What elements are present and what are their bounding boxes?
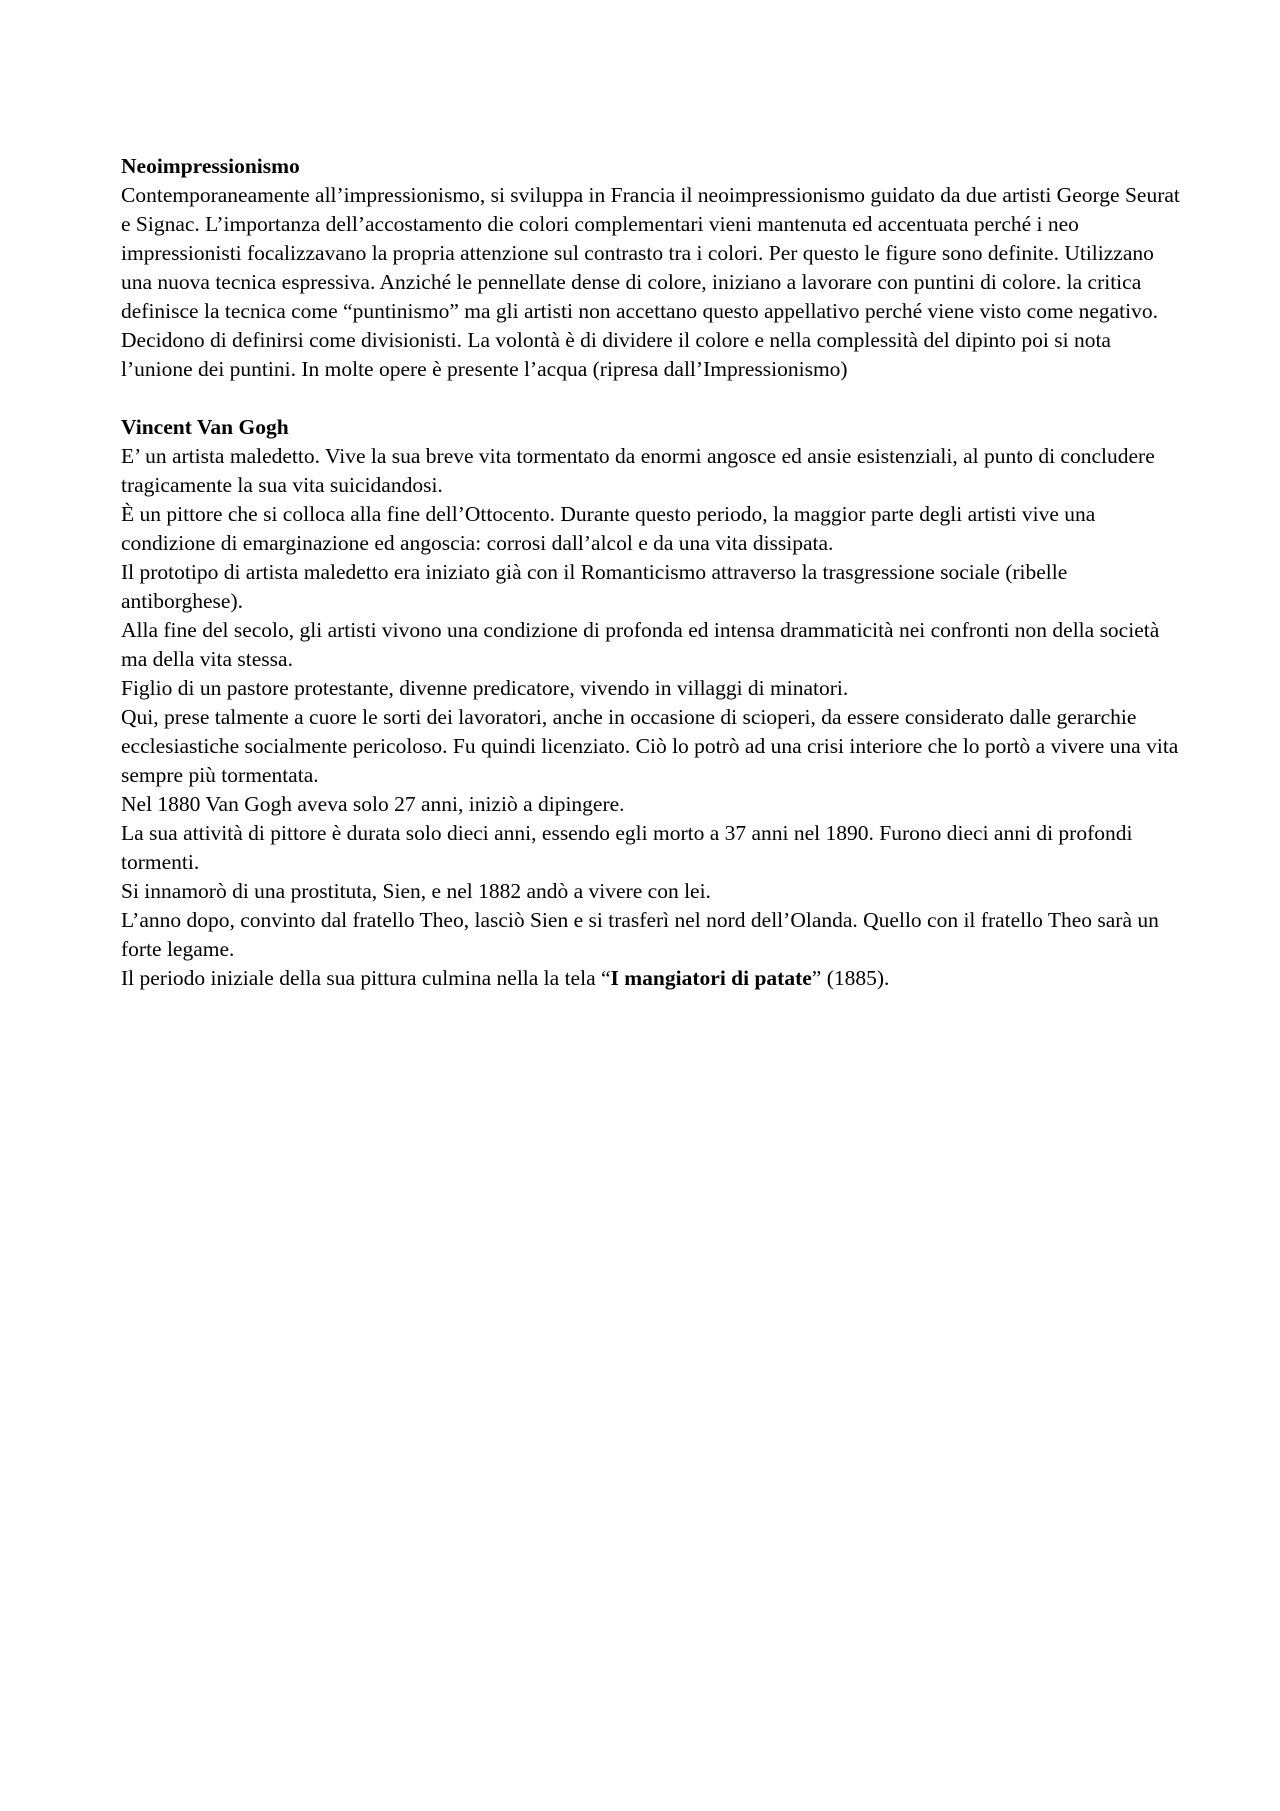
paragraph: E’ un artista maledetto. Vive la sua breve vita tormentato da enormi angosce ed ansie esistenziali, al punto di concludere tragicamente la sua vita suicidandosi. — [121, 444, 1155, 497]
document-page — [121, 152, 1181, 993]
artwork-title: I mangiatori di patate — [610, 966, 812, 990]
paragraph: Qui, prese talmente a cuore le sorti dei lavoratori, anche in occasione di scioperi, da essere considerato dalle gerarchie ecclesiastiche socialmente pericoloso. Fu quindi licenziato. Ciò lo potrò ad una crisi interiore che lo portò a vivere una vita sempre più tormentata. — [121, 705, 1179, 787]
paragraph: È un pittore che si colloca alla fine dell’Ottocento. Durante questo periodo, la maggior parte degli artisti vive una condizione di emarginazione ed angoscia: corrosi dall’alcol e da una vita dissipata. — [121, 502, 1096, 555]
paragraph-text: ” (1885). — [811, 966, 890, 990]
section-title-van-gogh: Vincent Van Gogh — [121, 415, 289, 439]
paragraph-last — [121, 964, 1181, 993]
paragraph: Figlio di un pastore protestante, divenne predicatore, vivendo in villaggi di minatori. — [121, 676, 849, 700]
paragraph: Nel 1880 Van Gogh aveva solo 27 anni, iniziò a dipingere. — [121, 792, 625, 816]
section-spacer — [121, 384, 1181, 413]
paragraph: Contemporaneamente all’impressionismo, si sviluppa in Francia il neoimpressionismo guidato da due artisti George Seurat e Signac. L’importanza dell’accostamento die colori complementari vieni mantenuta ed accentuata perché i neo impressionisti focalizzavano la propria attenzione sul contrasto tra i colori. Per questo le figure sono definite. Utilizzano una nuova tecnica espressiva. Anziché le pennellate dense di colore, iniziano a lavorare con puntini di colore. la critica definisce la tecnica come “puntinismo” ma gli artisti non accettano questo appellativo perché viene visto come negativo. Decidono di definirsi come divisionisti. La volontà è di dividere il colore e nella complessità del dipinto poi si nota l’unione dei puntini. In molte opere è presente l’acqua (ripresa dall’Impressionismo) — [121, 183, 1180, 381]
paragraph-text: Il periodo iniziale della sua pittura culmina nella la tela “ — [121, 966, 611, 990]
paragraph: Alla fine del secolo, gli artisti vivono una condizione di profonda ed intensa drammaticità nei confronti non della società ma della vita stessa. — [121, 618, 1160, 671]
paragraph: Il prototipo di artista maledetto era iniziato già con il Romanticismo attraverso la trasgressione sociale (ribelle antiborghese). — [121, 560, 1068, 613]
paragraph: La sua attività di pittore è durata solo dieci anni, essendo egli morto a 37 anni nel 1890. Furono dieci anni di profondi tormenti. — [121, 821, 1133, 874]
paragraph: Si innamorò di una prostituta, Sien, e nel 1882 andò a vivere con lei. — [121, 879, 711, 903]
paragraph: L’anno dopo, convinto dal fratello Theo, lasciò Sien e si trasferì nel nord dell’Olanda. Quello con il fratello Theo sarà un forte legame. — [121, 908, 1159, 961]
section-title-neoimpressionismo: Neoimpressionismo — [121, 154, 300, 178]
